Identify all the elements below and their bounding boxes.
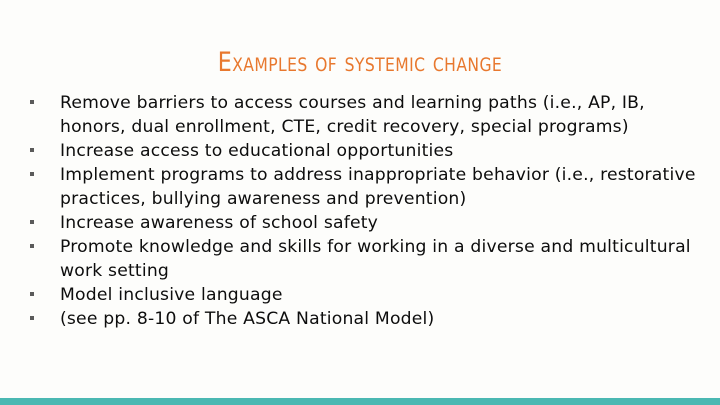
accent-bar [0, 398, 720, 405]
bullet-text: Model inclusive language [60, 285, 283, 305]
slide-title: Examples of systemic change [217, 47, 503, 78]
bullet-marker-icon [30, 220, 34, 224]
bullet-text: Increase access to educational opportunities [60, 141, 454, 161]
bullet-item [0, 283, 720, 307]
bullet-item [0, 163, 720, 211]
bullet-text: (see pp. 8-10 of The ASCA National Model) [60, 309, 435, 329]
bullet-text: Promote knowledge and skills for working in a diverse and multicultural work setting [60, 237, 691, 281]
bullet-item [0, 91, 720, 139]
bullet-text: Implement programs to address inappropriate behavior (i.e., restorative practices, bullying awareness and prevention) [60, 165, 696, 209]
bullet-item [0, 307, 720, 331]
bullet-item [0, 235, 720, 283]
bullet-item [0, 211, 720, 235]
bullet-marker-icon [30, 244, 34, 248]
bullet-list [0, 91, 720, 331]
bullet-marker-icon [30, 172, 34, 176]
bullet-text: Remove barriers to access courses and learning paths (i.e., AP, IB, honors, dual enrollment, CTE, credit recovery, special programs) [60, 93, 645, 137]
bullet-marker-icon [30, 100, 34, 104]
bullet-marker-icon [30, 316, 34, 320]
bullet-text: Increase awareness of school safety [60, 213, 379, 233]
bullet-marker-icon [30, 292, 34, 296]
bullet-item [0, 139, 720, 163]
bullet-marker-icon [30, 148, 34, 152]
